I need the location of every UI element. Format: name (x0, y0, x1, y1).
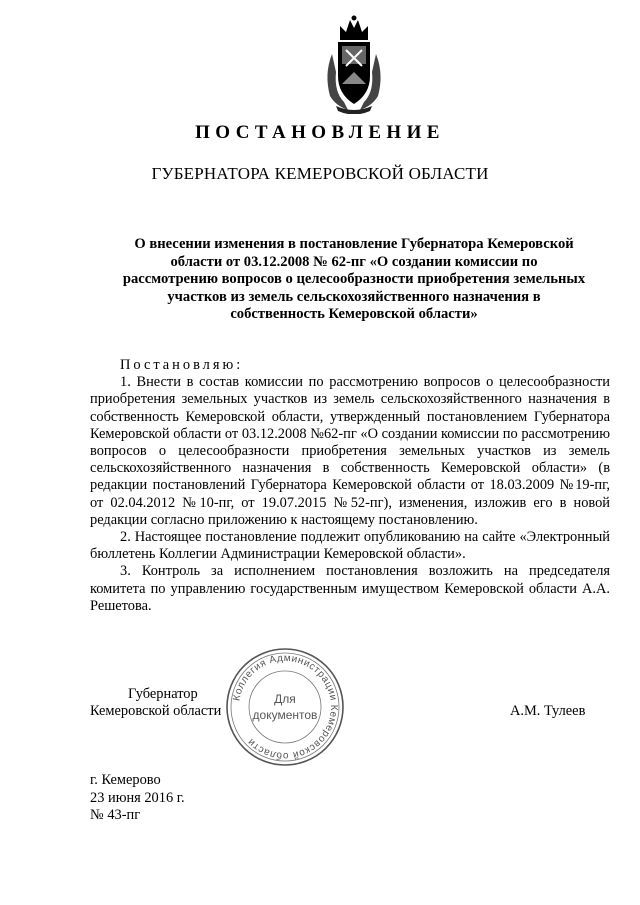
signatory-position (90, 686, 221, 721)
heading-line: участков из земель сельскохозяйственного назначения в (167, 288, 541, 305)
document-body (90, 357, 610, 615)
document-footer (90, 772, 185, 825)
paragraph-2: 2. Настоящее постановление подлежит опубликованию на сайте «Электронный бюллетень Коллегии Администрации Кемеровской области». (90, 529, 610, 563)
document-heading (100, 236, 608, 324)
decree-word: Постановляю: (120, 357, 244, 373)
heading-line: области от 03.12.2008 № 62-пг «О создании комиссии по (170, 253, 538, 270)
issuer-title: ГУБЕРНАТОРА КЕМЕРОВСКОЙ ОБЛАСТИ (151, 164, 489, 183)
coat-of-arms-emblem (322, 14, 386, 114)
official-stamp (223, 645, 347, 769)
heading-line: собственность Кемеровской области» (230, 306, 478, 322)
document-title: ПОСТАНОВЛЕНИЕ (195, 122, 445, 143)
stamp-center-line-2: документов (252, 708, 318, 722)
stamp-ring-text: Коллегия Администрации Кемеровской области (231, 652, 340, 762)
document-number: № 43-пг (90, 807, 141, 823)
heading-line: О внесении изменения в постановление Губернатора Кемеровской (134, 236, 574, 252)
position-line-2: Кемеровской области (90, 703, 222, 720)
signatory-name: А.М. Тулеев (510, 703, 586, 719)
position-line-1: Губернатор (128, 686, 198, 702)
stamp-center-line-1: Для (274, 692, 296, 706)
city: г. Кемерово (90, 772, 161, 788)
paragraph-1: 1. Внести в состав комиссии по рассмотрению вопросов о целесообразности приобретения земельных участков из земель сельскохозяйственного назначения в собственность Кемеровской области, утвержденный постановлением Губернатора Кемеровской области от 03.12.2008 №62-пг «О создании комиссии по рассмотрению вопросов о целесообразности приобретения земельных участков из земель сельскохозяйственного назначения в собственность Кемеровской области» (в редакции постановлений Губернатора Кемеровской области от 18.03.2009 №19-пг, от 02.04.2012 №10-пг, от 19.07.2015 №52-пг), изменения, изложив его в новой редакции согласно приложению к настоящему постановлению. (90, 374, 610, 528)
heading-line: рассмотрению вопросов о целесообразности приобретения земельных (122, 271, 586, 287)
paragraph-3: 3. Контроль за исполнением постановления возложить на председателя комитета по управлению государственным имуществом Кемеровской области А.А. Решетова. (90, 563, 610, 614)
document-date: 23 июня 2016 г. (90, 789, 185, 806)
